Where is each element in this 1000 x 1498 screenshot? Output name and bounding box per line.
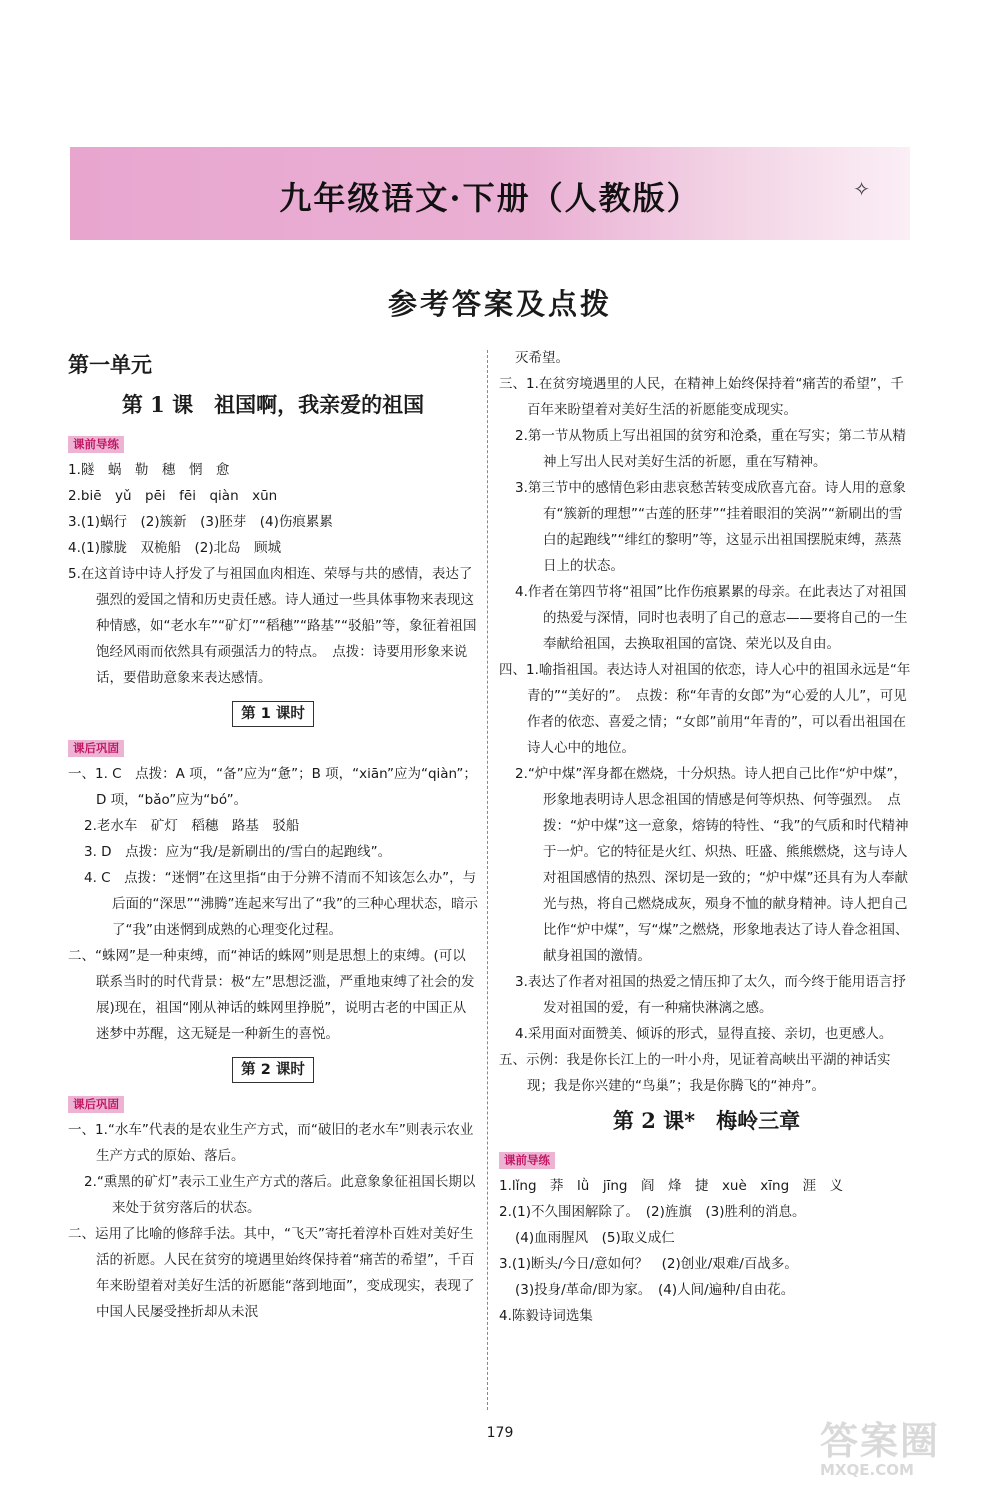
left-column (68, 345, 478, 1325)
session-heading (68, 1057, 478, 1083)
answer-paragraph: 2.“炉中煤”浑身都在燃烧，十分炽热。诗人把自己比作“炉中煤”，形象地表明诗人思念祖国的情感是何等炽热、何等强烈。 点拨：“炉中煤”这一意象，熔铸的特性、“我”的气质和时代精神于一炉。它的特征是火红、炽热、旺盛、熊熊燃烧，这与诗人对祖国感情的热烈、深切是一致的；“炉中煤”还具有为人奉献光与热，将自己燃烧成灰，殒身不恤的献身精神。诗人把自己比作“炉中煤”，写“煤”之燃烧，形象地表达了诗人眷念祖国、献身祖国的激情。 (515, 766, 909, 964)
page-title: 参考答案及点拨 (387, 287, 612, 321)
session-heading (68, 701, 478, 727)
watermark-logo (820, 1410, 970, 1485)
answer-paragraph: 一、1. C 点拨：A 项，“备”应为“惫”；B 项，“xiān”应为“qiàn”；D 项，“bǎo”应为“bó”。 (68, 766, 477, 808)
lesson-heading: 第 1 课 祖国啊，我亲爱的祖国 (121, 392, 425, 417)
answer-paragraph: 4.采用面对面赞美、倾诉的形式，显得直接、亲切，也更感人。 (515, 1026, 893, 1042)
answer-line: 3.(1)断头/今日/意如何？ (2)创业/艰难/百战多。 (499, 1256, 798, 1272)
answer-paragraph: 四、1.喻指祖国。表达诗人对祖国的依恋，诗人心中的祖国永远是“年青的”“美好的”。 点拨：称“年青的女郎”为“心爱的人儿”，可见作者的依恋、喜爱之情；“女郎”前用“年青的”，可以看出祖国在诗人心中的地位。 (499, 662, 911, 756)
book-title: 九年级语文·下册（人教版） (279, 179, 701, 217)
answer-paragraph: 4. C 点拨：“迷惘”在这里指“由于分辨不清而不知该怎么办”，与后面的“深思”“沸腾”连起来写出了“我”的三种心理状态，暗示了“我”由迷惘到成熟的心理变化过程。 (84, 870, 478, 938)
answer-paragraph: 4.作者在第四节将“祖国”比作伤痕累累的母亲。在此表达了对祖国的热爱与深情，同时也表明了自己的意志——要将自己的一生奉献给祖国，去换取祖国的富饶、荣光以及自由。 (515, 584, 908, 652)
answer-paragraph: 三、1.在贫穷境遇里的人民，在精神上始终保持着“痛苦的希望”，千百年来盼望着对美好生活的祈愿能变成现实。 (499, 376, 904, 418)
bird-decoration-icon: ✧ (853, 177, 870, 201)
answer-paragraph: 5.在这首诗中诗人抒发了与祖国血肉相连、荣辱与共的感情，表达了强烈的爱国之情和历史责任感。诗人通过一些具体事物来表现这种情感，如“老水车”“矿灯”“稻穗”“路基”“驳船”等，象征着祖国饱经风雨而依然具有顽强活力的特点。 点拨：诗要用形象来说话，要借助意象来表达感情。 (68, 566, 477, 686)
answer-line: (4)血雨腥风 (5)取义成仁 (515, 1230, 675, 1246)
answer-paragraph: 3.第三节中的感情色彩由悲哀愁苦转变成欣喜亢奋。诗人用的意象有“簇新的理想”“古莲的胚芽”“挂着眼泪的笑涡”“新刷出的雪白的起跑线”“绯红的黎明”等，这显示出祖国摆脱束缚，蒸蒸日上的状态。 (515, 480, 906, 574)
answer-line: 1.隧 蜗 勒 穗 惘 愈 (68, 462, 230, 478)
watermark-text: 答案圈 (820, 1419, 941, 1463)
right-column (499, 345, 914, 1329)
answer-line: 4.(1)朦胧 双桅船 (2)北岛 顾城 (68, 540, 282, 556)
answer-line: 3. D 点拨：应为“我/是新刷出的/雪白的起跑线”。 (84, 844, 392, 860)
section-tag: 课后巩固 (68, 740, 124, 757)
answer-line: 2.老水车 矿灯 稻穗 路基 驳船 (84, 818, 300, 834)
answer-line: 3.(1)蜗行 (2)簇新 (3)胚芽 (4)伤痕累累 (68, 514, 333, 530)
lesson-heading: 第 2 课* 梅岭三章 (612, 1108, 801, 1133)
session-label: 第 2 课时 (232, 1057, 314, 1083)
section-tag: 课前导练 (68, 436, 124, 453)
unit-heading: 第一单元 (68, 352, 152, 377)
page-number: 179 (486, 1425, 514, 1441)
answer-line: 1.lǐng 莽 lǜ jīng 阎 烽 捷 xuè xīng 涯 义 (499, 1178, 844, 1194)
section-tag: 课后巩固 (68, 1096, 124, 1113)
answer-paragraph: 一、1.“水车”代表的是农业生产方式，而“破旧的老水车”则表示农业生产方式的原始、落后。 (68, 1122, 474, 1164)
header-banner (70, 147, 910, 240)
section-tag: 课前导练 (499, 1152, 555, 1169)
session-label: 第 1 课时 (232, 701, 314, 727)
answer-line: (3)投身/革命/即为家。 (4)人间/遍种/自由花。 (515, 1282, 795, 1298)
answer-paragraph: 二、“蛛网”是一种束缚，而“神话的蛛网”则是思想上的束缚。(可以联系当时的时代背景：极“左”思想泛滥，严重地束缚了社会的发展)现在，祖国“刚从神话的蛛网里挣脱”，说明古老的中国正从迷梦中苏醒，这无疑是一种新生的喜悦。 (68, 948, 475, 1042)
answer-paragraph: 3.表达了作者对祖国的热爱之情压抑了太久，而今终于能用语言抒发对祖国的爱，有一种痛快淋漓之感。 (515, 974, 906, 1016)
answer-paragraph: 2.“熏黑的矿灯”表示工业生产方式的落后。此意象象征祖国长期以来处于贫穷落后的状态。 (84, 1174, 476, 1216)
answer-line: 灭希望。 (515, 350, 569, 366)
answer-paragraph: 五、示例：我是你长江上的一叶小舟，见证着高峡出平湖的神话实现；我是你兴建的“鸟巢”；我是你腾飞的“神舟”。 (499, 1052, 891, 1094)
answer-paragraph: 二、运用了比喻的修辞手法。其中，“飞天”寄托着淳朴百姓对美好生活的祈愿。人民在贫穷的境遇里始终保持着“痛苦的希望”，千百年来盼望着对美好生活的祈愿能“落到地面”，变成现实，表现了中国人民屡受挫折却从未泯 (68, 1226, 475, 1320)
column-divider (487, 350, 488, 1410)
watermark-url: MXQE.COM (820, 1461, 914, 1479)
answer-line: 2.biē yǔ pēi fēi qiàn xūn (68, 488, 278, 504)
answer-line: 4.陈毅诗词选集 (499, 1308, 593, 1324)
answer-line: 2.(1)不久围困解除了。 (2)旌旗 (3)胜利的消息。 (499, 1204, 806, 1220)
answer-paragraph: 2.第一节从物质上写出祖国的贫穷和沧桑，重在写实；第二节从精神上写出人民对美好生活的祈愿，重在写精神。 (515, 428, 906, 470)
